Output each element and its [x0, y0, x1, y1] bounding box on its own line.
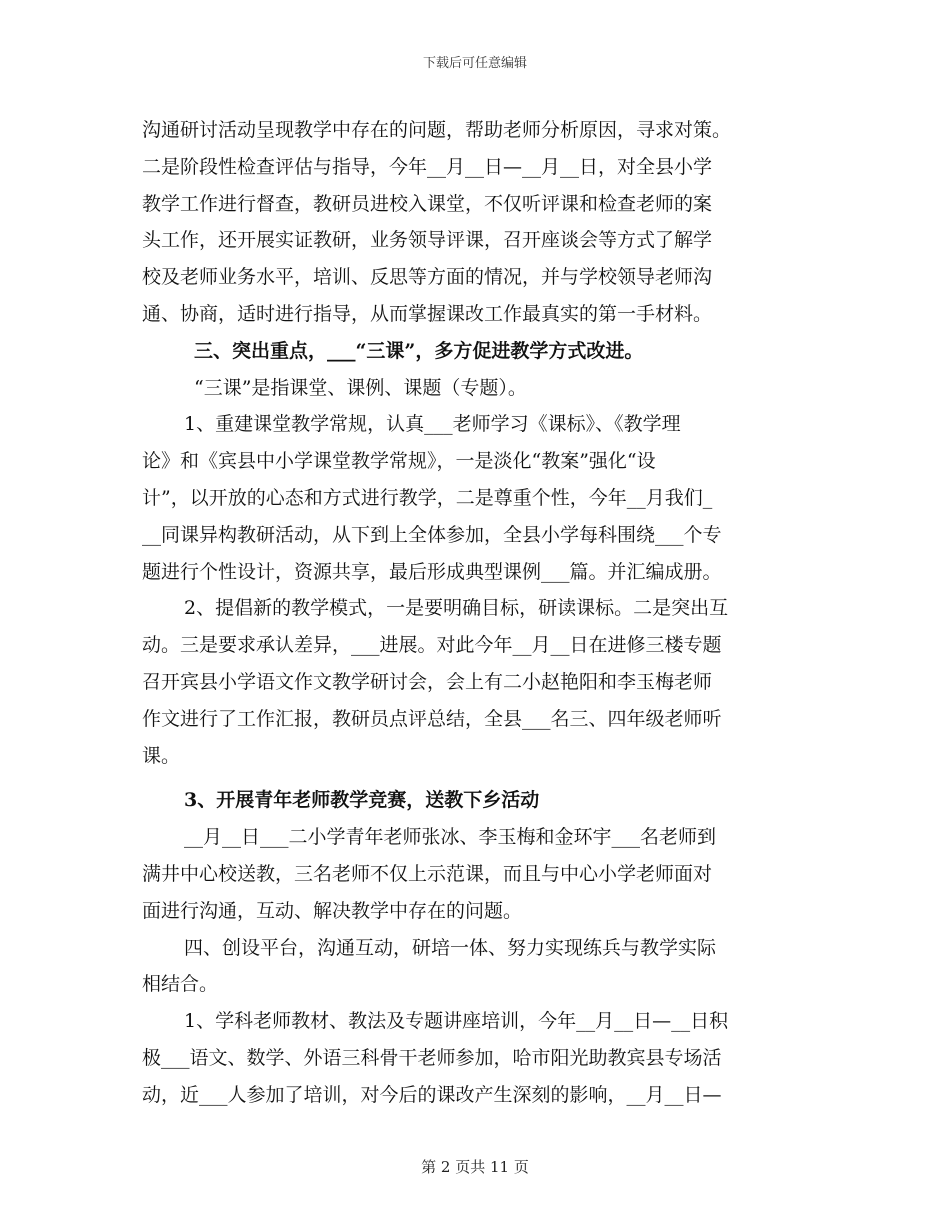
- body-line: 满井中心校送教，三名老师不仅上示范课，而且与中心小学老师面对: [142, 862, 713, 885]
- body-line: __月__日___二小学青年老师张冰、李玉梅和金环宇___名老师到: [184, 826, 717, 849]
- page-footer: 第 2 页共 11 页: [421, 1158, 529, 1176]
- body-line: 题进行个性设计，资源共享，最后形成典型课例___篇。并汇编成册。: [142, 560, 722, 583]
- body-line: 动，近___人参加了培训，对今后的课改产生深刻的影响，__月__日—: [142, 1083, 722, 1106]
- body-line: 1、学科老师教材、教法及专题讲座培训，今年__月__日—__日积: [184, 1010, 729, 1033]
- body-line: 校及老师业务水平，培训、反思等方面的情况，并与学校领导老师沟: [142, 266, 713, 289]
- body-line: 1、重建课堂教学常规，认真___老师学习《课标》、《教学理: [184, 413, 681, 436]
- body-line: 通、协商，适时进行指导，从而掌握课改工作最真实的第一手材料。: [142, 302, 713, 325]
- body-line: 二是阶段性检查评估与指导，今年__月__日—__月__日，对全县小学: [142, 155, 713, 178]
- body-line: __同课异构教研活动，从下到上全体参加，全县小学每科围绕___个专: [142, 523, 722, 546]
- body-line: 四、创设平台，沟通互动，研培一体、努力实现练兵与教学实际: [184, 936, 717, 959]
- body-line: 相结合。: [142, 973, 219, 996]
- subheading-3: 3、开展青年老师教学竞赛，送教下乡活动: [184, 789, 540, 812]
- body-line: 面进行沟通，互动、解决教学中存在的问题。: [142, 899, 523, 922]
- page-header: 下载后可任意编辑: [422, 56, 527, 71]
- body-line: 动。三是要求承认差异，___进展。对此今年__月__日在进修三楼专题: [142, 634, 722, 657]
- document-body: [142, 112, 812, 1114]
- body-line: 召开宾县小学语文作文教学研讨会，会上有二小赵艳阳和李玉梅老师: [142, 670, 713, 693]
- body-line: “三课”是指课堂、课例、课题（专题）。: [194, 376, 527, 399]
- section-heading-3: 三、突出重点，___“三课”，多方促进教学方式改进。: [194, 339, 644, 362]
- body-line: 作文进行了工作汇报，教研员点评总结，全县___名三、四年级老师听: [142, 707, 722, 730]
- body-line: 沟通研讨活动呈现教学中存在的问题，帮助老师分析原因，寻求对策。: [142, 119, 732, 141]
- body-line: 头工作，还开展实证教研，业务领导评课，召开座谈会等方式了解学: [142, 229, 713, 252]
- body-line: 教学工作进行督查，教研员进校入课堂，不仅听评课和检查老师的案: [142, 192, 713, 215]
- body-line: 极___语文、数学、外语三科骨干老师参加，哈市阳光助教宾县专场活: [142, 1046, 722, 1069]
- body-line: 课。: [142, 744, 181, 767]
- body-line: 计”，以开放的心态和方式进行教学，二是尊重个性，今年__月我们_: [142, 486, 713, 509]
- body-line: 2、提倡新的教学模式，一是要明确目标，研读课标。二是突出互: [184, 597, 729, 620]
- body-line: 论》和《宾县中小学课堂教学常规》，一是淡化“教案”强化“设: [142, 450, 656, 473]
